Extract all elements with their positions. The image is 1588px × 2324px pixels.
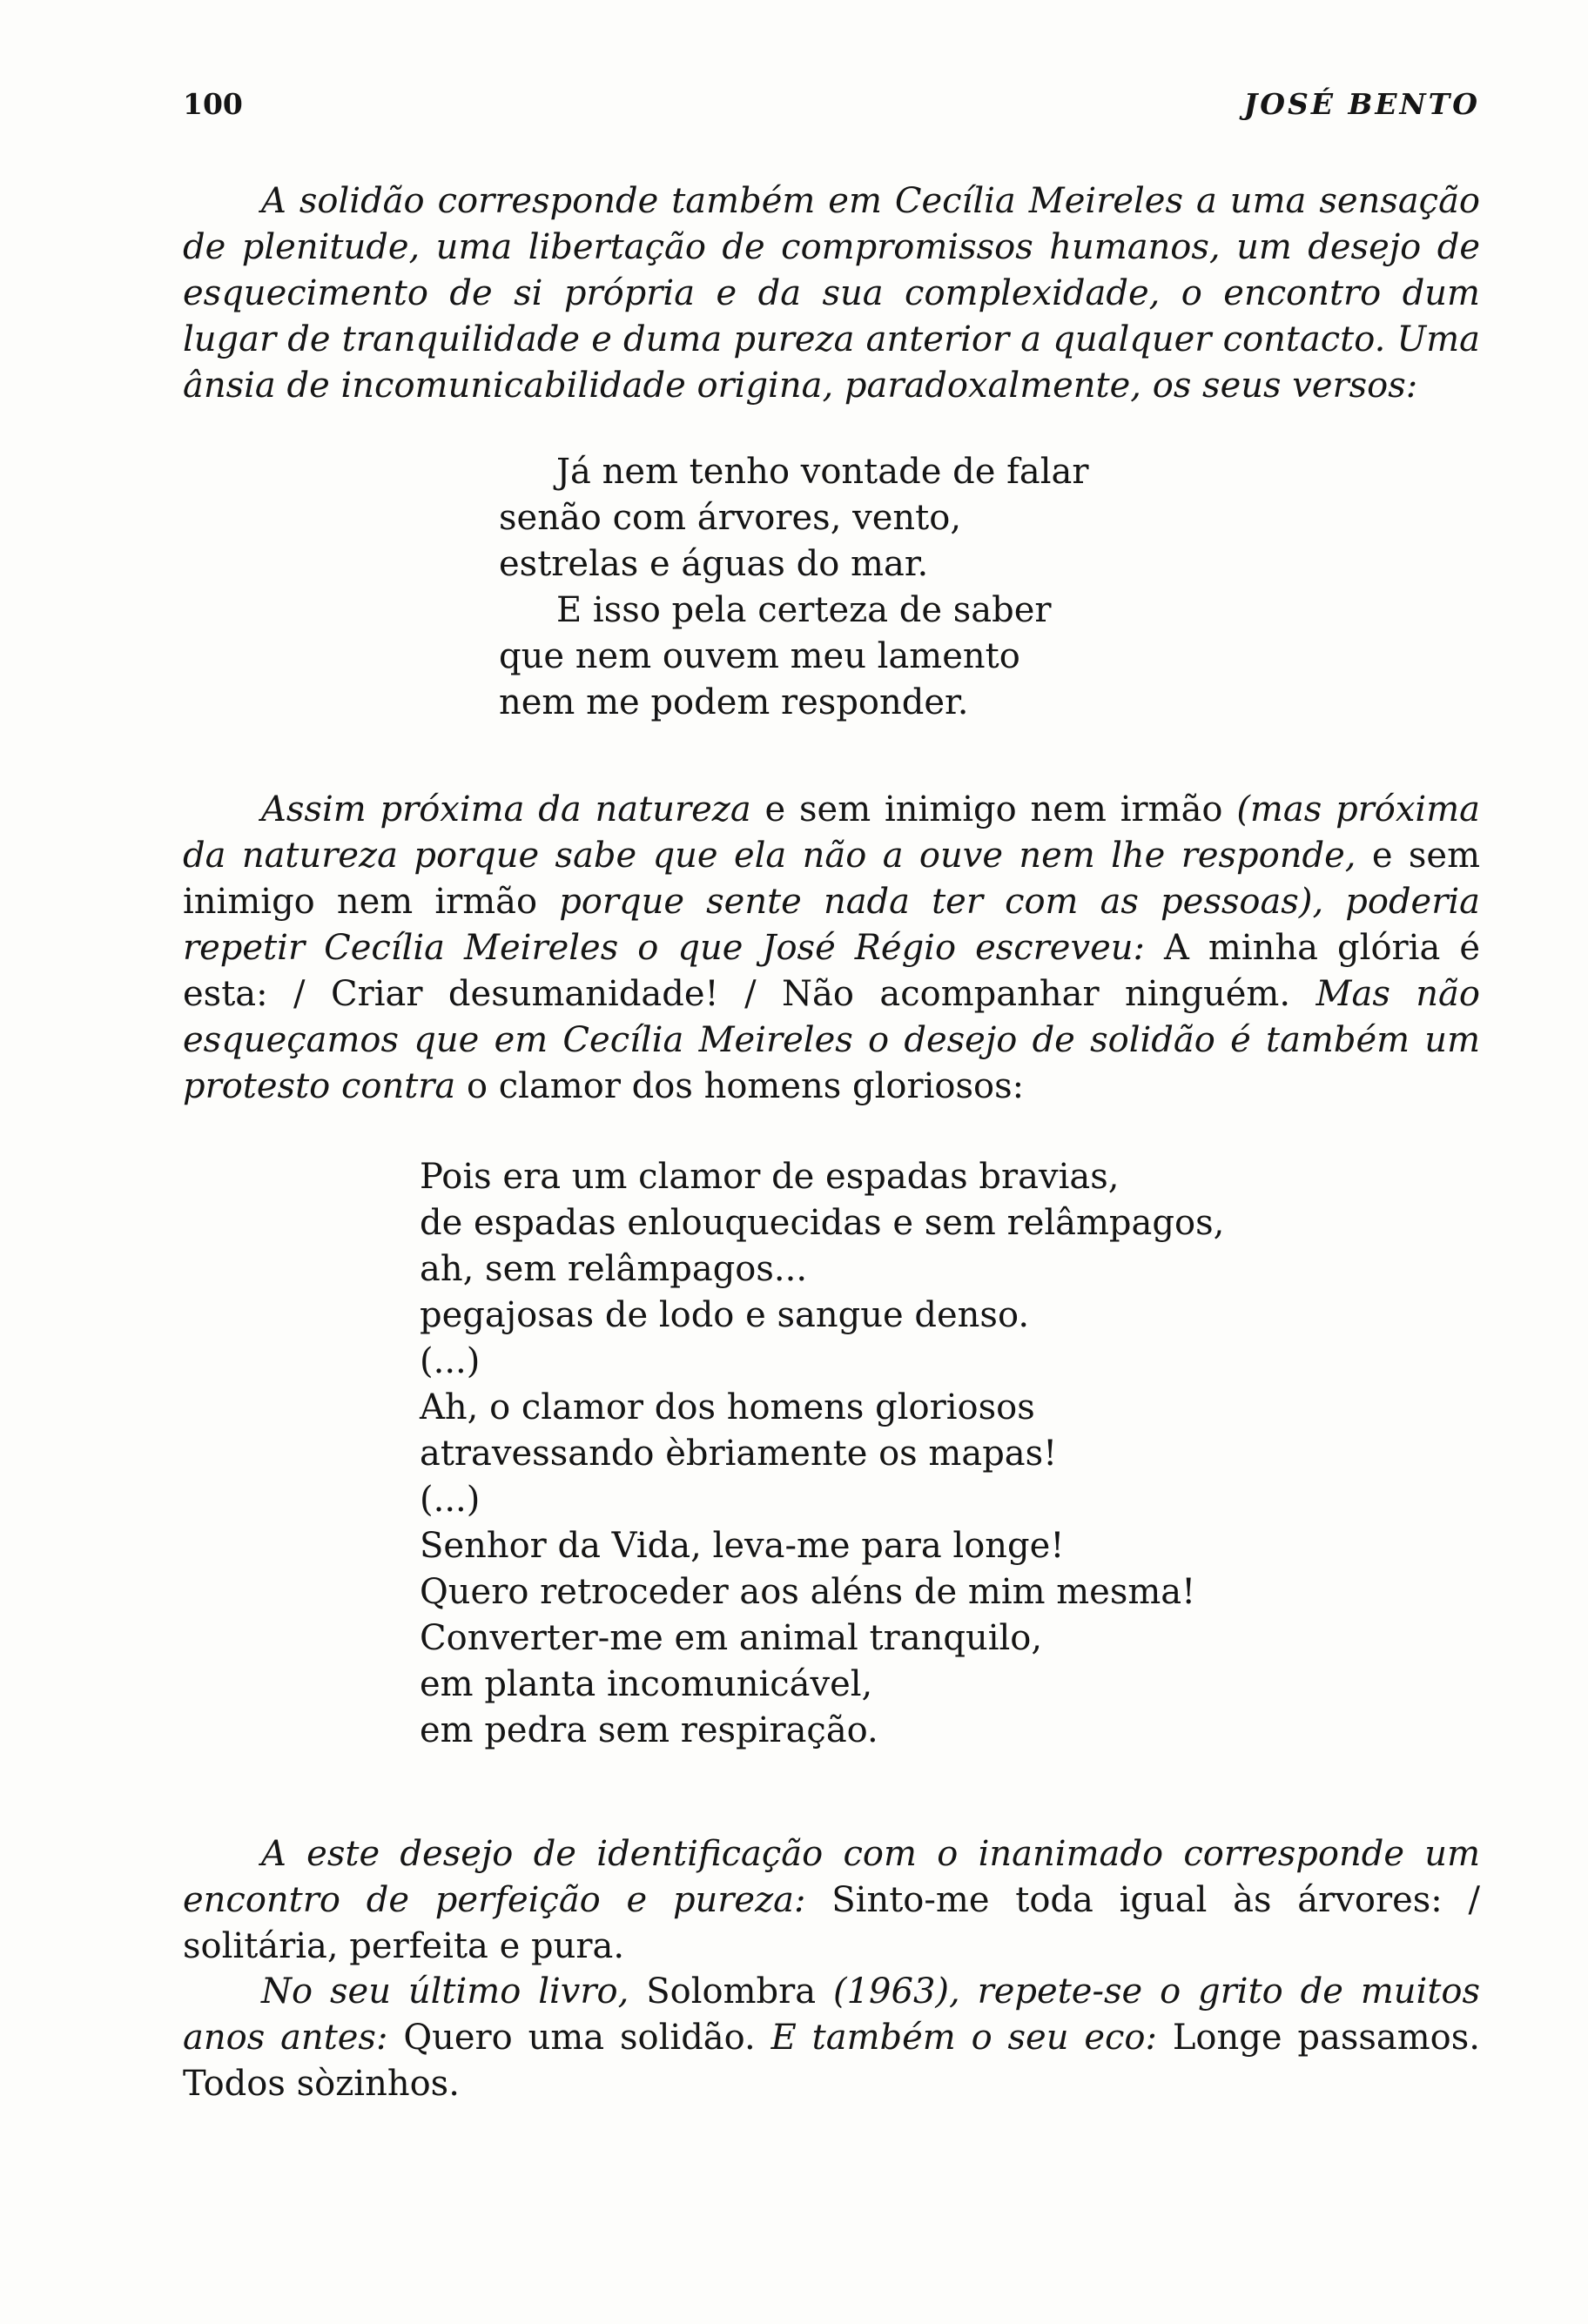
paragraph-1-text: A solidão corresponde também em Cecília Meireles a uma sensação de plenitude, uma libertação de compromissos humanos, um desejo de esquecimento de si própria e da sua complexidade, o encontro dum lugar de tranquilidade e duma pureza anterior a qualquer contacto. Uma ânsia de incomunicabilidade origina, paradoxalmente, os seus versos:: [183, 181, 1480, 406]
verse-line: Converter-me em animal tranquilo,: [420, 1618, 1043, 1658]
verse-line: Senhor da Vida, leva-me para longe!: [420, 1526, 1065, 1566]
roman-run: Sinto-me toda igual às árvores: / solitária, perfeita e pura.: [183, 1880, 1480, 1966]
roman-run: A minha glória é esta: / Criar desumanidade! / Não acompanhar ninguém.: [183, 928, 1480, 1014]
verse-line: (...): [420, 1480, 481, 1520]
roman-run: e sem inimigo nem irmão: [183, 836, 1480, 922]
paragraph-1: [183, 178, 1480, 409]
verse-line: Quero retroceder aos aléns de mim mesma!: [420, 1572, 1196, 1612]
verse-line: Pois era um clamor de espadas bravias,: [420, 1157, 1120, 1197]
verse-line: atravessando èbriamente os mapas!: [420, 1434, 1058, 1474]
paragraph-2: [183, 787, 1480, 1110]
verse-line: (...): [420, 1341, 481, 1381]
verse-quote-2: [420, 1154, 1224, 1754]
verse-quote-1: [499, 449, 1089, 726]
roman-run: Solombra: [629, 1971, 833, 2012]
verse-line: nem me podem responder.: [499, 682, 969, 722]
italic-run: porque sente nada ter com as pessoas), poderia repetir Cecília Meireles o que José Régio escreveu:: [183, 882, 1480, 968]
page-number: 100: [183, 87, 243, 121]
paragraph-3: [183, 1831, 1480, 1970]
verse-line: ah, sem relâmpagos...: [420, 1249, 808, 1289]
verse-line: Ah, o clamor dos homens gloriosos: [420, 1387, 1035, 1427]
roman-run: o clamor dos homens gloriosos:: [455, 1066, 1025, 1106]
italic-run: Mas não esqueçamos que em Cecília Meireles o desejo de solidão é também um protesto contra: [183, 974, 1480, 1106]
verse-line: Já nem tenho vontade de falar: [556, 452, 1089, 492]
verse-line: que nem ouvem meu lamento: [499, 636, 1020, 676]
verse-line: em planta incomunicável,: [420, 1664, 873, 1704]
roman-run: Quero uma solidão.: [387, 2018, 771, 2058]
verse-line: E isso pela certeza de saber: [556, 590, 1052, 630]
italic-run: A este desejo de identificação com o inanimado corresponde um encontro de perfeição e pureza:: [183, 1834, 1480, 1920]
verse-line: senão com árvores, vento,: [499, 498, 962, 538]
roman-run: Longe passamos. Todos sòzinhos.: [183, 2018, 1480, 2104]
italic-run: E também o seu eco:: [770, 2018, 1157, 2058]
running-head-author: JOSÉ BENTO: [1243, 87, 1480, 121]
italic-run: (1963), repete-se o grito de muitos anos antes:: [183, 1971, 1481, 2058]
verse-line: estrelas e águas do mar.: [499, 544, 929, 584]
verse-line: de espadas enlouquecidas e sem relâmpagos,: [420, 1203, 1225, 1243]
italic-run: (mas próxima da natureza porque sabe que ela não a ouve nem lhe responde,: [183, 789, 1480, 876]
running-head: [183, 87, 1480, 131]
verse-line: em pedra sem respiração.: [420, 1710, 878, 1750]
verse-line: pegajosas de lodo e sangue denso.: [420, 1295, 1030, 1335]
italic-run: No seu último livro,: [261, 1971, 629, 2012]
roman-run: e sem inimigo nem irmão: [750, 789, 1237, 830]
italic-run: Assim próxima da natureza: [261, 789, 751, 830]
paragraph-4: [183, 1969, 1480, 2107]
